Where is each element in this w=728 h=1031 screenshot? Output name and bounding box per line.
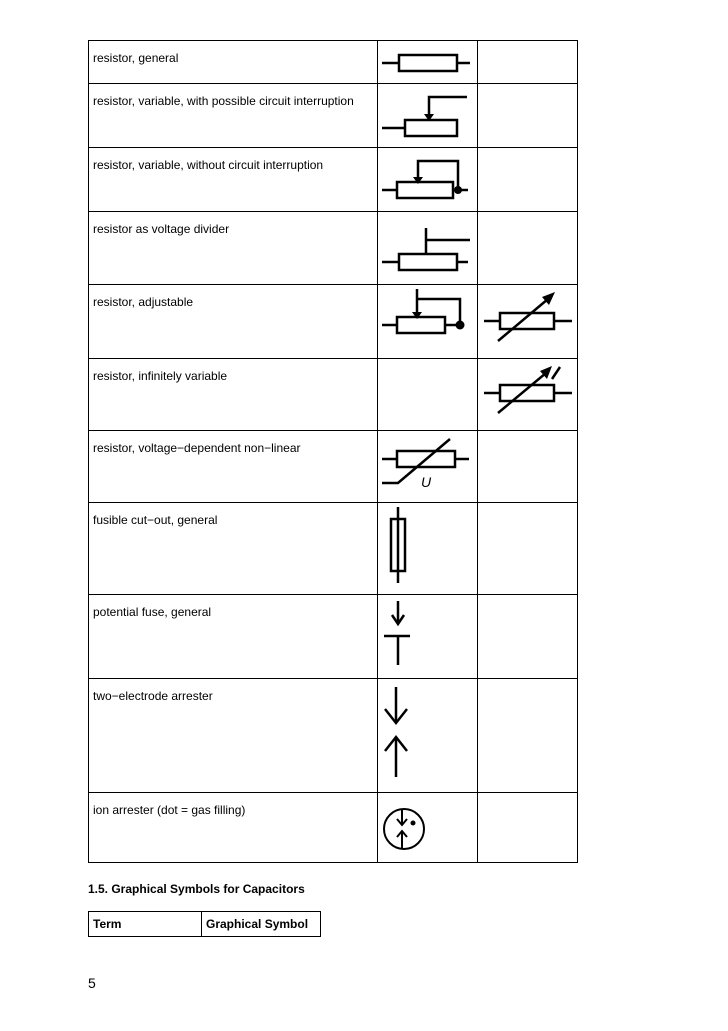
- term-cell: resistor, voltage−dependent non−linear: [89, 431, 378, 503]
- symbol-cell-alt: [478, 148, 578, 212]
- table-row: [89, 285, 578, 359]
- vdr-resistor-icon: [378, 431, 477, 503]
- symbol-cell-alt: [478, 793, 578, 863]
- term-cell: potential fuse, general: [89, 595, 378, 679]
- symbol-cell: [378, 285, 478, 359]
- potential-fuse-icon: [378, 595, 477, 679]
- symbol-cell-alt: [478, 595, 578, 679]
- table-row: [89, 912, 321, 937]
- table-row: [89, 793, 578, 863]
- symbol-cell-alt: [478, 431, 578, 503]
- variable-resistor-no-interruption-icon: [378, 148, 477, 212]
- symbol-cell: [378, 595, 478, 679]
- term-cell: fusible cut−out, general: [89, 503, 378, 595]
- term-cell: resistor, infinitely variable: [89, 359, 378, 431]
- symbol-cell-alt: [478, 679, 578, 793]
- term-cell: ion arrester (dot = gas filling): [89, 793, 378, 863]
- term-cell: resistor, variable, without circuit interruption: [89, 148, 378, 212]
- section-heading: 1.5. Graphical Symbols for Capacitors: [88, 882, 305, 896]
- symbol-cell: [378, 212, 478, 285]
- symbol-cell-alt: [478, 212, 578, 285]
- term-cell: resistor, variable, with possible circuit interruption: [89, 84, 378, 148]
- term-cell: resistor as voltage divider: [89, 212, 378, 285]
- table-row: [89, 359, 578, 431]
- table-row: [89, 679, 578, 793]
- resistor-general-icon: [378, 41, 477, 84]
- symbol-cell-alt: [478, 41, 578, 84]
- column-header-term: Term: [89, 912, 202, 937]
- table-row: [89, 503, 578, 595]
- table-row: [89, 595, 578, 679]
- symbol-cell: [378, 431, 478, 503]
- capacitor-table-header: [88, 911, 321, 937]
- symbol-letter: U: [421, 474, 432, 490]
- symbol-cell: [378, 359, 478, 431]
- symbols-table: [88, 40, 578, 863]
- adjustable-resistor-icon: [378, 285, 477, 359]
- symbol-cell-alt: [478, 285, 578, 359]
- term-cell: resistor, adjustable: [89, 285, 378, 359]
- symbol-cell: [378, 793, 478, 863]
- fusible-cutout-icon: [378, 503, 477, 595]
- table-row: [89, 148, 578, 212]
- ion-arrester-icon: [378, 793, 477, 863]
- two-electrode-arrester-icon: [378, 679, 477, 793]
- symbol-cell-alt: [478, 84, 578, 148]
- table-row: [89, 431, 578, 503]
- symbol-cell: [378, 503, 478, 595]
- voltage-divider-icon: [378, 212, 477, 285]
- term-cell: two−electrode arrester: [89, 679, 378, 793]
- adjustable-resistor-arrow-icon: [478, 285, 577, 359]
- symbol-cell: [378, 41, 478, 84]
- symbol-cell: [378, 679, 478, 793]
- symbol-cell-alt: [478, 359, 578, 431]
- symbol-cell: [378, 84, 478, 148]
- symbol-cell-alt: [478, 503, 578, 595]
- table-row: [89, 41, 578, 84]
- term-cell: resistor, general: [89, 41, 378, 84]
- symbol-cell: [378, 148, 478, 212]
- infinitely-variable-resistor-icon: [478, 359, 577, 431]
- column-header-symbol: Graphical Symbol: [202, 912, 321, 937]
- table-row: [89, 212, 578, 285]
- variable-resistor-interruption-icon: [378, 84, 477, 148]
- page-number: 5: [88, 975, 96, 991]
- table-row: [89, 84, 578, 148]
